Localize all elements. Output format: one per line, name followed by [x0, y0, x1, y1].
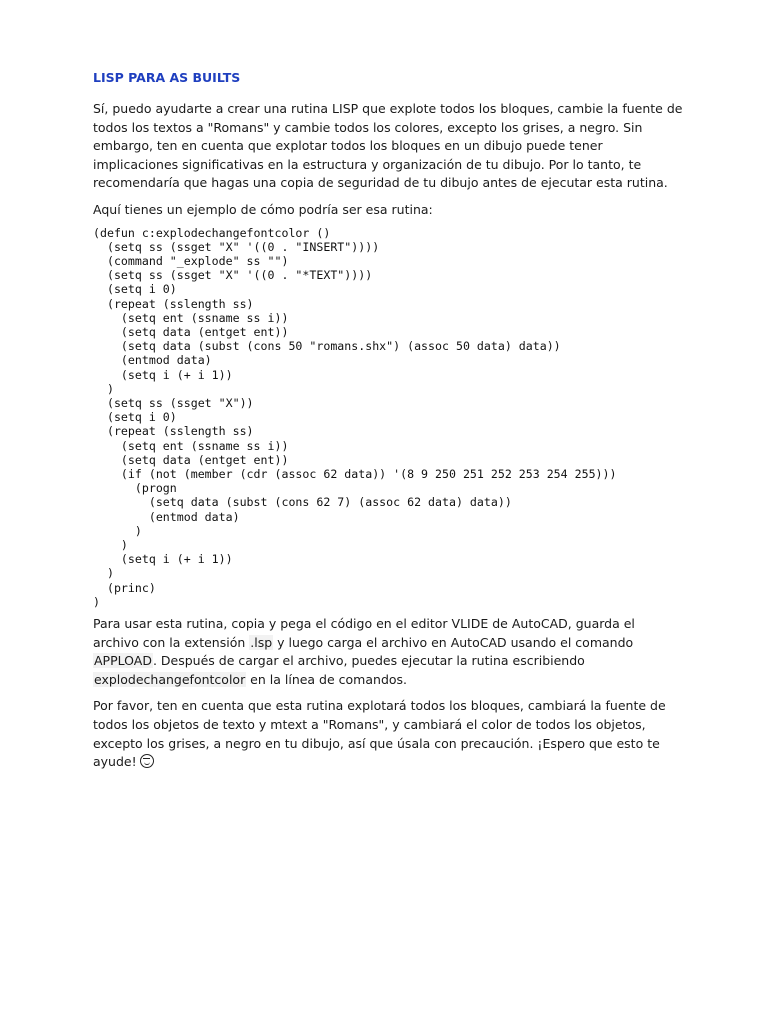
closing-paragraph	[93, 697, 683, 771]
usage-text-1: Para usar esta rutina, copia y pega el código en el editor VLIDE de AutoCAD, guarda el archivo con la extensión	[93, 616, 635, 650]
closing-text: Por favor, ten en cuenta que esta rutina explotará todos los bloques, cambiará la fuente de todos los objetos de texto y mtext a "Romans", y cambiará el color de todos los objetos, excepto los grises, a negro en tu dibujo, así que úsala con precaución. ¡Espero que esto te ayude!	[93, 698, 666, 770]
appload-command-code: APPLOAD	[94, 653, 152, 669]
usage-text-4: en la línea de comandos.	[246, 671, 408, 687]
wink-emoji-icon	[140, 754, 154, 768]
usage-paragraph	[93, 615, 683, 689]
usage-text-2: y luego carga el archivo en AutoCAD usando el comando	[273, 634, 634, 650]
document-page	[93, 68, 683, 780]
document-title: LISP PARA AS BUILTS	[93, 70, 241, 85]
routine-name-code: explodechangefontcolor	[94, 671, 246, 687]
intro-paragraph: Sí, puedo ayudarte a crear una rutina LISP que explote todos los bloques, cambie la fuente de todos los textos a "Romans" y cambie todos los colores, excepto los grises, a negro. Sin embargo, ten en cuenta que explotar todos los bloques en un dibujo puede tener implicaciones significativas en la estructura y organización de tu dibujo. Por lo tanto, te recomendaría que hagas una copia de seguridad de tu dibujo antes de ejecutar esta rutina.	[93, 101, 683, 191]
example-lead-paragraph: Aquí tienes un ejemplo de cómo podría ser esa rutina:	[93, 201, 433, 217]
usage-text-3: . Después de cargar el archivo, puedes ejecutar la rutina escribiendo	[152, 653, 585, 669]
lisp-code-block: (defun c:explodechangefontcolor () (setq ss (ssget "X" '((0 . "INSERT")))) (command "_explode" ss "") (setq ss (ssget "X" '((0 . "*TEXT")))) (setq i 0) (repeat (sslength ss) (setq ent (ssname ss i)) (setq data (entget ent)) (setq data (subst (cons 50 "romans.shx") (assoc 50 data) data)) (entmod data) (setq i (+ i 1)) ) (setq ss (ssget "X")) (setq i 0) (repeat (sslength ss) (setq ent (ssname ss i)) (setq data (entget ent)) (if (not (member (cdr (assoc 62 data)) '(8 9 250 251 252 253 254 255))) (progn (setq data (subst (cons 62 7) (assoc 62 data) data)) (entmod data) ) ) (setq i (+ i 1)) ) (princ) )	[93, 225, 617, 609]
lsp-extension-code: .lsp	[250, 634, 273, 650]
